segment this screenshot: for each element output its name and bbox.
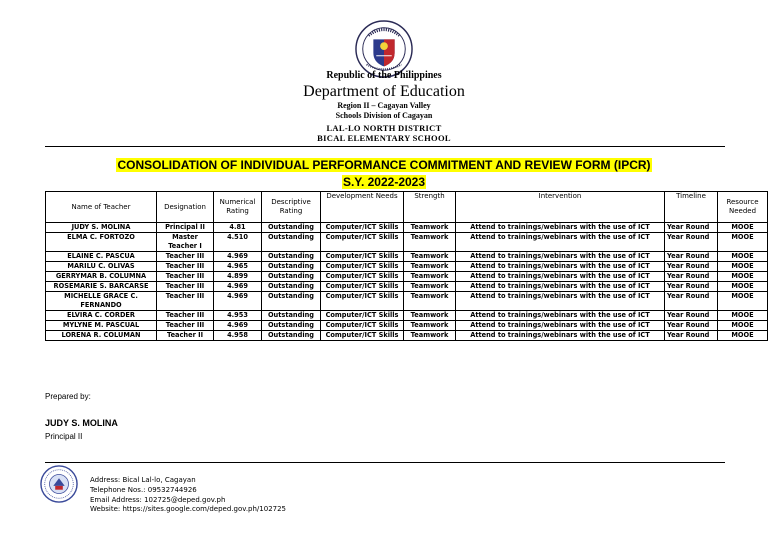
cell-intervention: Attend to trainings/webinars with the use of ICT [456,272,665,282]
cell-resource: MOOE [718,262,768,272]
cell-descriptive: Outstanding [262,321,321,331]
cell-resource: MOOE [718,223,768,233]
cell-descriptive: Outstanding [262,292,321,311]
cell-designation: Teacher III [157,272,214,282]
cell-numerical: 4.965 [214,262,262,272]
cell-development: Computer/ICT Skills [321,252,404,262]
cell-descriptive: Outstanding [262,282,321,292]
cell-name: ELAINE C. PASCUA [46,252,157,262]
table-row [46,321,768,331]
header-divider [45,146,725,147]
cell-development: Computer/ICT Skills [321,311,404,321]
footer-contact [90,476,286,515]
table-row [46,331,768,341]
cell-development: Computer/ICT Skills [321,233,404,252]
cell-strength: Teamwork [404,233,456,252]
cell-name: ELVIRA C. CORDER [46,311,157,321]
school-year: S.Y. 2022-2023 [342,175,426,189]
footer-divider [45,462,725,463]
cell-strength: Teamwork [404,311,456,321]
cell-descriptive: Outstanding [262,311,321,321]
cell-descriptive: Outstanding [262,252,321,262]
cell-name: MARILU C. OLIVAS [46,262,157,272]
cell-development: Computer/ICT Skills [321,223,404,233]
table-row [46,233,768,252]
col-header-name: Name of Teacher [46,192,157,223]
cell-resource: MOOE [718,311,768,321]
cell-name: MICHELLE GRACE C. FERNANDO [46,292,157,311]
cell-timeline: Year Round [665,233,718,252]
table-row [46,282,768,292]
department-name: Department of Education [303,83,465,100]
col-header-descriptive: Descriptive Rating [262,192,321,223]
col-header-numerical: Numerical Rating [214,192,262,223]
cell-name: ELMA C. FORTOZO [46,233,157,252]
cell-designation: Teacher III [157,262,214,272]
cell-intervention: Attend to trainings/webinars with the use of ICT [456,233,665,252]
cell-timeline: Year Round [665,272,718,282]
cell-strength: Teamwork [404,252,456,262]
table-row [46,262,768,272]
cell-resource: MOOE [718,233,768,252]
cell-numerical: 4.969 [214,282,262,292]
table-row [46,311,768,321]
cell-resource: MOOE [718,282,768,292]
cell-intervention: Attend to trainings/webinars with the use of ICT [456,321,665,331]
region-line: Region II – Cagayan Valley [337,101,431,110]
signatory-position: Principal II [45,432,83,441]
cell-resource: MOOE [718,321,768,331]
cell-resource: MOOE [718,252,768,262]
district-line: LAL-LO NORTH DISTRICT [326,123,442,133]
cell-strength: Teamwork [404,282,456,292]
col-header-timeline: Timeline [665,192,718,223]
cell-name: ROSEMARIE S. BARCARSE [46,282,157,292]
cell-name: MYLYNE M. PASCUAL [46,321,157,331]
cell-intervention: Attend to trainings/webinars with the use of ICT [456,282,665,292]
cell-designation: Teacher III [157,252,214,262]
cell-numerical: 4.510 [214,233,262,252]
cell-timeline: Year Round [665,331,718,341]
cell-descriptive: Outstanding [262,223,321,233]
cell-intervention: Attend to trainings/webinars with the use of ICT [456,252,665,262]
cell-timeline: Year Round [665,311,718,321]
cell-designation: Teacher III [157,321,214,331]
cell-timeline: Year Round [665,282,718,292]
cell-strength: Teamwork [404,331,456,341]
table-row [46,223,768,233]
cell-intervention: Attend to trainings/webinars with the use of ICT [456,331,665,341]
cell-timeline: Year Round [665,223,718,233]
cell-strength: Teamwork [404,321,456,331]
document-title: CONSOLIDATION OF INDIVIDUAL PERFORMANCE COMMITMENT AND REVIEW FORM (IPCR) [117,158,651,172]
cell-numerical: 4.81 [214,223,262,233]
table-header-row [46,192,768,223]
cell-intervention: Attend to trainings/webinars with the use of ICT [456,262,665,272]
cell-strength: Teamwork [404,223,456,233]
cell-designation: Teacher II [157,331,214,341]
cell-name: LORENA R. COLUMAN [46,331,157,341]
ipcr-table [45,191,768,341]
prepared-by-label: Prepared by: [45,392,91,401]
cell-numerical: 4.969 [214,252,262,262]
cell-intervention: Attend to trainings/webinars with the use of ICT [456,223,665,233]
col-header-designation: Designation [157,192,214,223]
cell-strength: Teamwork [404,272,456,282]
cell-development: Computer/ICT Skills [321,321,404,331]
cell-numerical: 4.953 [214,311,262,321]
col-header-resource: Resource Needed [718,192,768,223]
cell-resource: MOOE [718,272,768,282]
signatory-name: JUDY S. MOLINA [45,418,118,428]
cell-timeline: Year Round [665,321,718,331]
footer-website: Website: https://sites.google.com/deped.gov.ph/102725 [90,505,287,514]
cell-designation: Teacher III [157,282,214,292]
cell-intervention: Attend to trainings/webinars with the use of ICT [456,311,665,321]
cell-name: GERRYMAR B. COLUMNA [46,272,157,282]
col-header-intervention: Intervention [456,192,665,223]
footer-email: Email Address: 102725@deped.gov.ph [90,495,226,504]
col-header-development: Development Needs [321,192,404,223]
table-row [46,272,768,282]
cell-development: Computer/ICT Skills [321,262,404,272]
cell-descriptive: Outstanding [262,272,321,282]
cell-resource: MOOE [718,331,768,341]
cell-development: Computer/ICT Skills [321,292,404,311]
footer-telephone: Telephone Nos.: 09532744926 [90,485,197,494]
cell-intervention: Attend to trainings/webinars with the use of ICT [456,292,665,311]
cell-numerical: 4.969 [214,321,262,331]
table-row [46,252,768,262]
cell-development: Computer/ICT Skills [321,272,404,282]
cell-designation: Principal II [157,223,214,233]
cell-numerical: 4.958 [214,331,262,341]
cell-designation: Teacher III [157,311,214,321]
cell-descriptive: Outstanding [262,233,321,252]
school-seal-icon [40,465,78,503]
cell-name: JUDY S. MOLINA [46,223,157,233]
cell-development: Computer/ICT Skills [321,282,404,292]
cell-timeline: Year Round [665,262,718,272]
cell-timeline: Year Round [665,252,718,262]
cell-resource: MOOE [718,292,768,311]
cell-descriptive: Outstanding [262,331,321,341]
cell-strength: Teamwork [404,262,456,272]
col-header-strength: Strength [404,192,456,223]
cell-development: Computer/ICT Skills [321,331,404,341]
cell-numerical: 4.899 [214,272,262,282]
school-line: BICAL ELEMENTARY SCHOOL [317,133,451,143]
footer-address: Address: Bical Lal-lo, Cagayan [90,476,196,484]
cell-designation: Master Teacher I [157,233,214,252]
table-row [46,292,768,311]
cell-timeline: Year Round [665,292,718,311]
division-line: Schools Division of Cagayan [335,111,433,120]
cell-strength: Teamwork [404,292,456,311]
cell-descriptive: Outstanding [262,262,321,272]
republic-line: Republic of the Philippines [326,70,442,81]
cell-designation: Teacher III [157,292,214,311]
cell-numerical: 4.969 [214,292,262,311]
